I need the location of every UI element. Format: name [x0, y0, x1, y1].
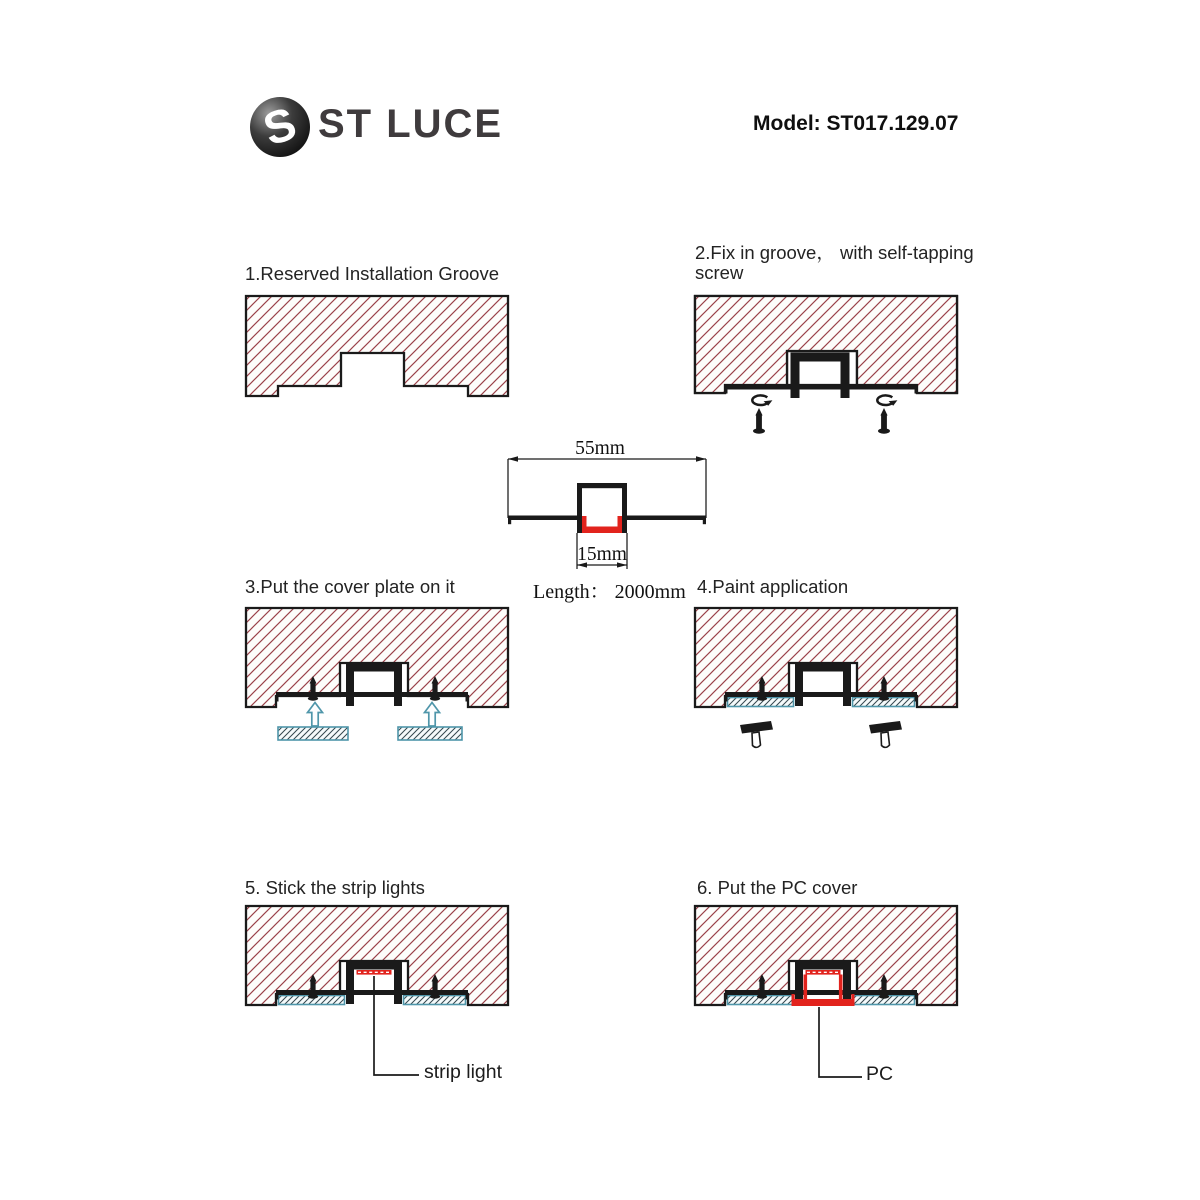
step-3-title: 3.Put the cover plate on it	[245, 576, 455, 597]
paint-brush-icon	[740, 721, 773, 747]
step-2-diagram	[690, 294, 962, 444]
step-2-title: 2.Fix in groove， with self-tapping screw	[695, 242, 974, 283]
width-dimension-label: 55mm	[575, 438, 625, 459]
step-6-diagram	[690, 904, 962, 1090]
led-strip	[357, 970, 392, 975]
step-3-diagram	[241, 606, 513, 752]
pc-callout-line	[819, 1007, 862, 1077]
ceiling-block	[246, 296, 508, 396]
led-strip	[806, 970, 841, 975]
paint-brush-icon	[869, 721, 902, 747]
strip-light-label: strip light	[424, 1061, 503, 1083]
up-arrow-icon	[425, 703, 440, 727]
length-label: Length： 2000mm	[533, 581, 686, 603]
model-label: Model: ST017.129.07	[753, 112, 959, 135]
cover-plate	[398, 727, 462, 740]
profile-cross-section	[508, 483, 706, 533]
step-1-title: 1.Reserved Installation Groove	[245, 263, 499, 284]
dimension-figure	[495, 438, 715, 578]
sphere-logo-icon	[248, 95, 312, 159]
up-arrow-icon	[308, 703, 323, 727]
step-1-diagram	[241, 294, 513, 404]
step-4-title: 4.Paint application	[697, 576, 849, 597]
step-5-title: 5. Stick the strip lights	[245, 877, 425, 898]
step-4-diagram	[690, 606, 962, 758]
step-6-title: 6. Put the PC cover	[697, 877, 858, 898]
groove-dimension-label: 15mm	[577, 544, 627, 565]
self-tapping-screw-icon	[752, 395, 772, 433]
ceiling-block-outline	[695, 296, 957, 393]
pc-label: PC	[866, 1063, 894, 1085]
svg-text:S: S	[257, 96, 303, 156]
cover-plate	[278, 727, 348, 740]
self-tapping-screw-icon	[877, 395, 897, 433]
brand-text: ST LUCE	[318, 102, 504, 146]
